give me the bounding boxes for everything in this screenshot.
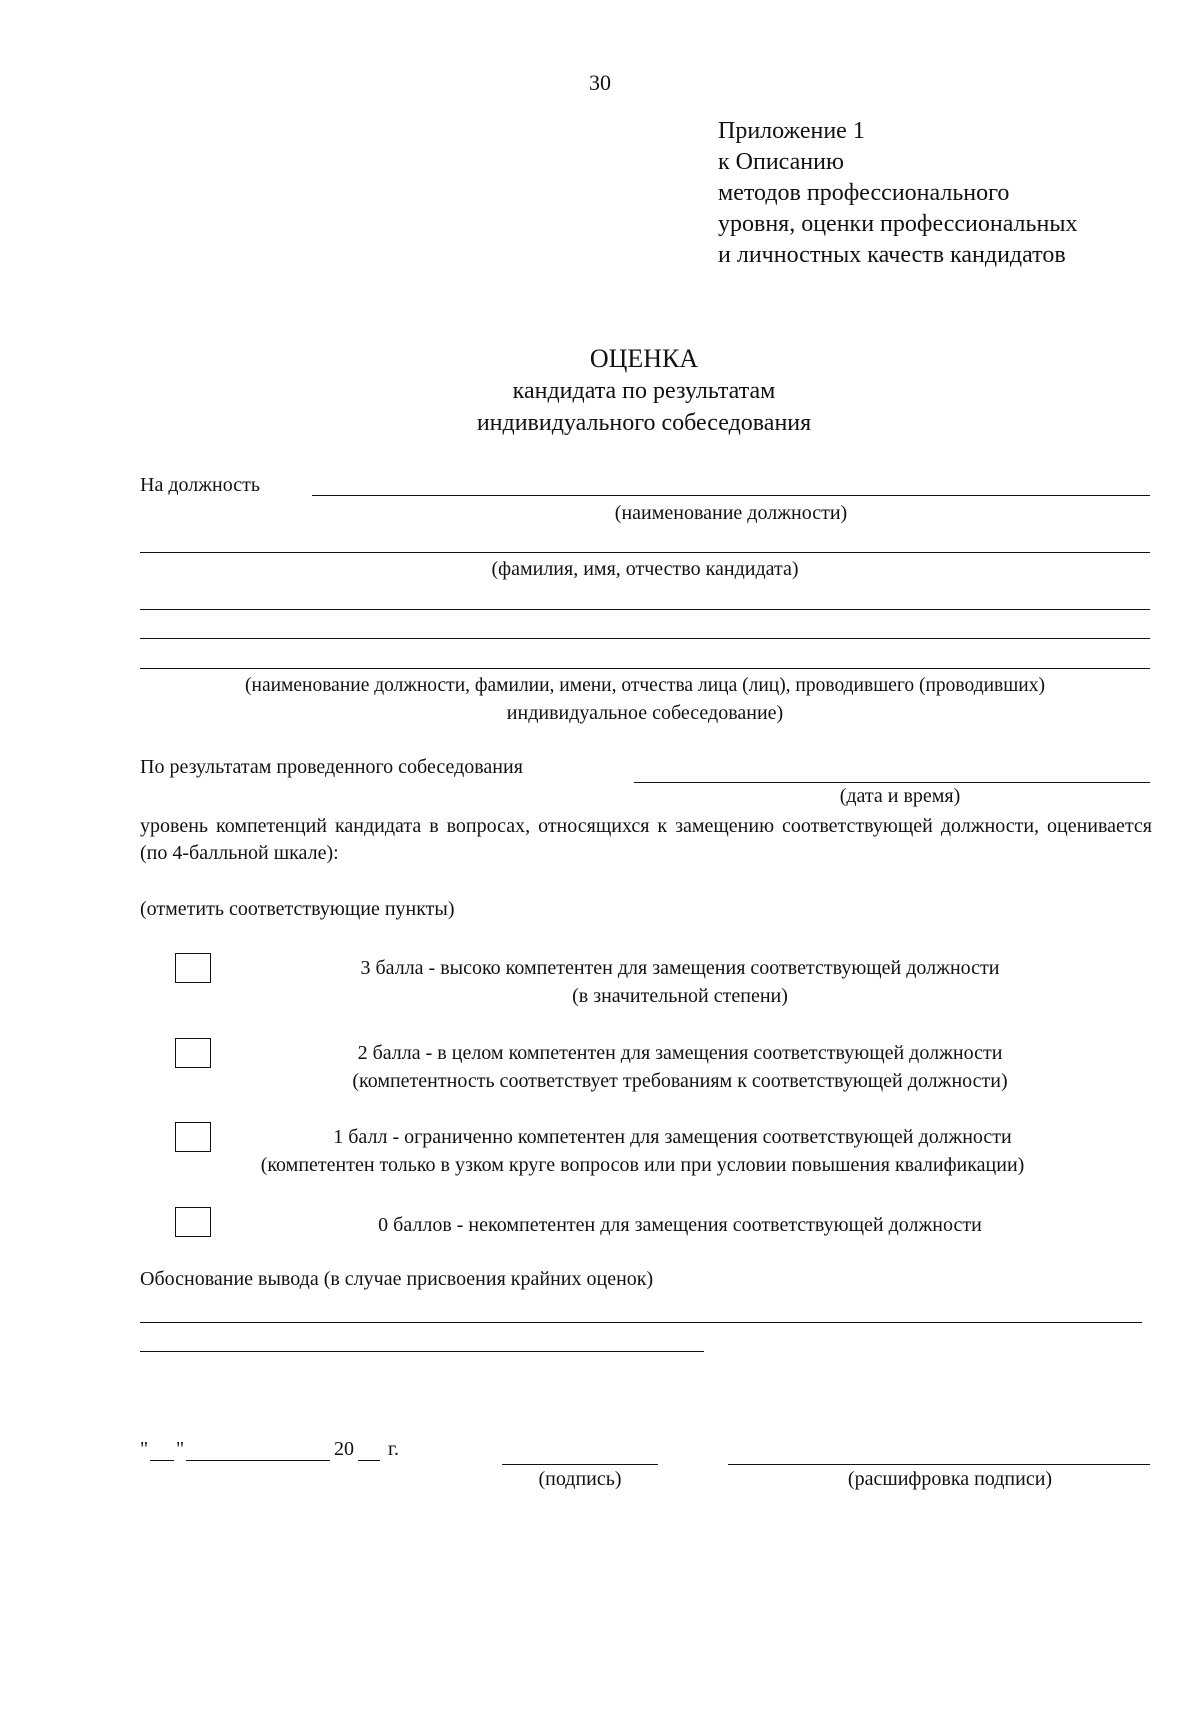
date-year-suffix: г. [388, 1438, 399, 1460]
option-text-line: 3 балла - высоко компетентен для замещения соответствующей должности [360, 957, 1000, 979]
appendix-line: Приложение 1 [718, 118, 865, 144]
signature-field-line[interactable] [502, 1464, 658, 1465]
candidate-name-field-line[interactable] [140, 552, 1150, 553]
option-text-line: (в значительной степени) [572, 985, 788, 1007]
mark-instruction: (отметить соответствующие пункты) [140, 898, 455, 920]
document-subtitle-line: кандидата по результатам [512, 378, 776, 404]
date-year-prefix: 20 [334, 1438, 354, 1460]
score-3-checkbox[interactable] [175, 953, 211, 983]
document-subtitle-line: индивидуального собеседования [476, 410, 812, 436]
competence-level-text: уровень компетенций кандидата в вопросах, относящихся к замещению соответствующей должности, оценивается (по 4-балльной шкале): [140, 815, 1152, 864]
interviewer-field-line[interactable] [140, 638, 1150, 639]
appendix-line: к Описанию [718, 149, 844, 175]
date-month-field-line[interactable] [186, 1460, 330, 1461]
option-text-line: 0 баллов - некомпетентен для замещения соответствующей должности [378, 1214, 982, 1236]
justification-label: Обоснование вывода (в случае присвоения крайних оценок) [140, 1268, 654, 1290]
signature-decode-field-line[interactable] [728, 1464, 1150, 1465]
signature-decode-caption: (расшифровка подписи) [847, 1468, 1053, 1490]
position-field-line[interactable] [312, 495, 1150, 496]
interviewer-field-line[interactable] [140, 609, 1150, 610]
position-label: На должность [140, 474, 260, 496]
justification-field-line[interactable] [140, 1351, 704, 1352]
datetime-field-line[interactable] [634, 782, 1150, 783]
position-caption: (наименование должности) [614, 502, 848, 524]
justification-field-line[interactable] [140, 1322, 1142, 1323]
datetime-caption: (дата и время) [839, 785, 961, 807]
score-2-checkbox[interactable] [175, 1038, 211, 1068]
interviewer-field-line[interactable] [140, 668, 1150, 669]
candidate-caption: (фамилия, имя, отчество кандидата) [491, 558, 799, 580]
date-close-quote: " [176, 1438, 185, 1460]
appendix-line: и личностных качеств кандидатов [718, 242, 1066, 268]
document-title: ОЦЕНКА [589, 344, 699, 373]
result-label: По результатам проведенного собеседования [140, 756, 523, 778]
option-text-line: (компетентен только в узком круге вопросов или при условии повышения квалификации) [260, 1154, 1025, 1176]
date-day-field-line[interactable] [150, 1460, 174, 1461]
interviewer-caption-line: индивидуальное собеседование) [506, 702, 784, 724]
appendix-line: методов профессионального [718, 180, 1010, 206]
score-1-option [175, 1123, 1110, 1179]
appendix-header [718, 116, 1077, 271]
option-text-line: (компетентность соответствует требованиям к соответствующей должности) [352, 1070, 1008, 1092]
score-0-option [250, 1211, 1110, 1239]
page-number: 30 [589, 70, 611, 95]
signature-caption: (подпись) [538, 1468, 622, 1490]
score-0-checkbox[interactable] [175, 1207, 211, 1237]
option-text-line: 1 балл - ограниченно компетентен для замещения соответствующей должности [333, 1126, 1012, 1148]
score-2-option [250, 1039, 1110, 1095]
appendix-line: уровня, оценки профессиональных [718, 211, 1078, 237]
date-year-field-line[interactable] [358, 1460, 380, 1461]
interviewer-caption-line: (наименование должности, фамилии, имени, отчества лица (лиц), проводившего (проводивших) [245, 675, 1045, 696]
option-text-line: 2 балла - в целом компетентен для замещения соответствующей должности [357, 1042, 1003, 1064]
date-open-quote: " [140, 1438, 149, 1460]
score-3-option [250, 954, 1110, 1010]
